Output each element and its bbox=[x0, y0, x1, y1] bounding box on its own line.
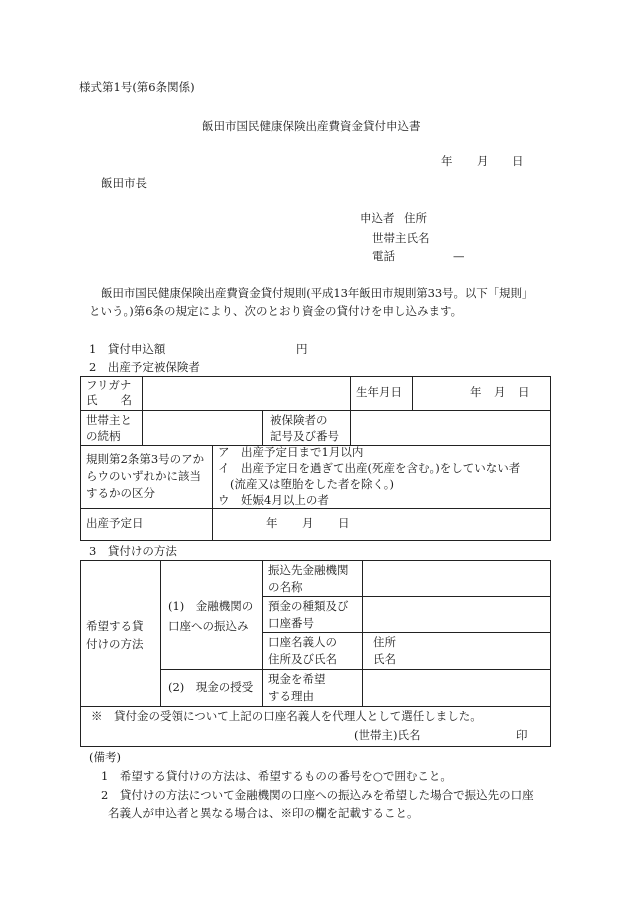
addressee: 飯田市長 bbox=[101, 176, 147, 190]
bank-name-label: 振込先金融機関 の名称 bbox=[268, 563, 349, 594]
section-3-label: 3 貸付けの方法 bbox=[89, 544, 177, 558]
document-title: 飯田市国民健康保険出産費資金貸付申込書 bbox=[202, 119, 421, 133]
birth-day-label: 日 bbox=[518, 385, 530, 399]
seal-mark: 印 bbox=[516, 728, 528, 742]
applicant-name-label: 世帯主氏名 bbox=[372, 231, 430, 245]
furigana-label: フリガナ bbox=[86, 378, 132, 392]
holder-address-label: 住所 bbox=[373, 635, 396, 649]
signature-label: (世帯主)氏名 bbox=[354, 728, 421, 742]
relation-label: 世帯主と の続柄 bbox=[86, 413, 132, 443]
note-2-continued: 名義人が申込者と異なる場合は、※印の欄を記載すること。 bbox=[108, 806, 419, 820]
due-date-label: 出産予定日 bbox=[86, 516, 144, 530]
applicant-label: 申込者 bbox=[360, 211, 395, 225]
date-day-label: 日 bbox=[512, 154, 524, 168]
account-label: 預金の種類及び 口座番号 bbox=[268, 599, 349, 630]
section-1-label: 1 貸付申込額 bbox=[89, 342, 166, 356]
due-year-label: 年 bbox=[266, 516, 278, 530]
intro-line-2: という。)第6条の規定により、次のとおり資金の貸付けを申し込みます。 bbox=[89, 304, 463, 318]
date-month-label: 月 bbox=[477, 154, 489, 168]
proxy-notice: ※ 貸付金の受領について上記の口座名義人を代理人として選任しました。 bbox=[91, 709, 482, 723]
cash-option: (2) 現金の授受 bbox=[168, 680, 254, 694]
option-b-note: (流産又は堕胎をした者を除く。) bbox=[230, 477, 394, 491]
option-a: ア 出産予定日まで1月以内 bbox=[218, 445, 364, 459]
date-year-label: 年 bbox=[441, 154, 453, 168]
insured-number-label: 被保険者の 記号及び番号 bbox=[270, 413, 339, 443]
section-2-label: 2 出産予定被保険者 bbox=[89, 360, 200, 374]
birth-month-label: 月 bbox=[494, 385, 506, 399]
bank-transfer-option: (1) 金融機関の 口座への振込み bbox=[168, 599, 254, 633]
due-day-label: 日 bbox=[338, 516, 350, 530]
method-label: 希望する貸 付けの方法 bbox=[86, 619, 144, 651]
form-number: 様式第1号(第6条関係) bbox=[79, 80, 195, 94]
option-c: ウ 妊娠4月以上の者 bbox=[218, 493, 329, 507]
option-b: イ 出産予定日を過ぎて出産(死産を含む。)をしていない者 bbox=[218, 461, 521, 475]
birth-year-label: 年 bbox=[470, 385, 482, 399]
holder-name-label: 氏名 bbox=[373, 652, 396, 666]
note-2: 2 貸付けの方法について金融機関の口座への振込みを希望した場合で振込先の口座 bbox=[101, 788, 534, 802]
notes-title: (備考) bbox=[89, 750, 121, 764]
intro-line-1: 飯田市国民健康保険出産費資金貸付規則(平成13年飯田市規則第33号。以下「規則」 bbox=[101, 286, 534, 300]
cash-reason-label: 現金を希望 する理由 bbox=[268, 672, 326, 703]
insured-name-label: 氏 名 bbox=[86, 393, 132, 407]
birthdate-label: 生年月日 bbox=[356, 385, 402, 399]
loan-amount-unit: 円 bbox=[296, 342, 308, 356]
due-month-label: 月 bbox=[302, 516, 314, 530]
applicant-phone-label: 電話 bbox=[372, 249, 395, 263]
holder-label: 口座名義人の 住所及び氏名 bbox=[268, 635, 337, 666]
category-label: 規則第2条第3号のアか らウのいずれかに該当 するかの区分 bbox=[86, 452, 205, 500]
note-1: 1 希望する貸付けの方法は、希望するものの番号を○で囲むこと。 bbox=[101, 769, 452, 783]
applicant-address-label: 住所 bbox=[404, 211, 427, 225]
phone-dash: — bbox=[453, 249, 465, 263]
